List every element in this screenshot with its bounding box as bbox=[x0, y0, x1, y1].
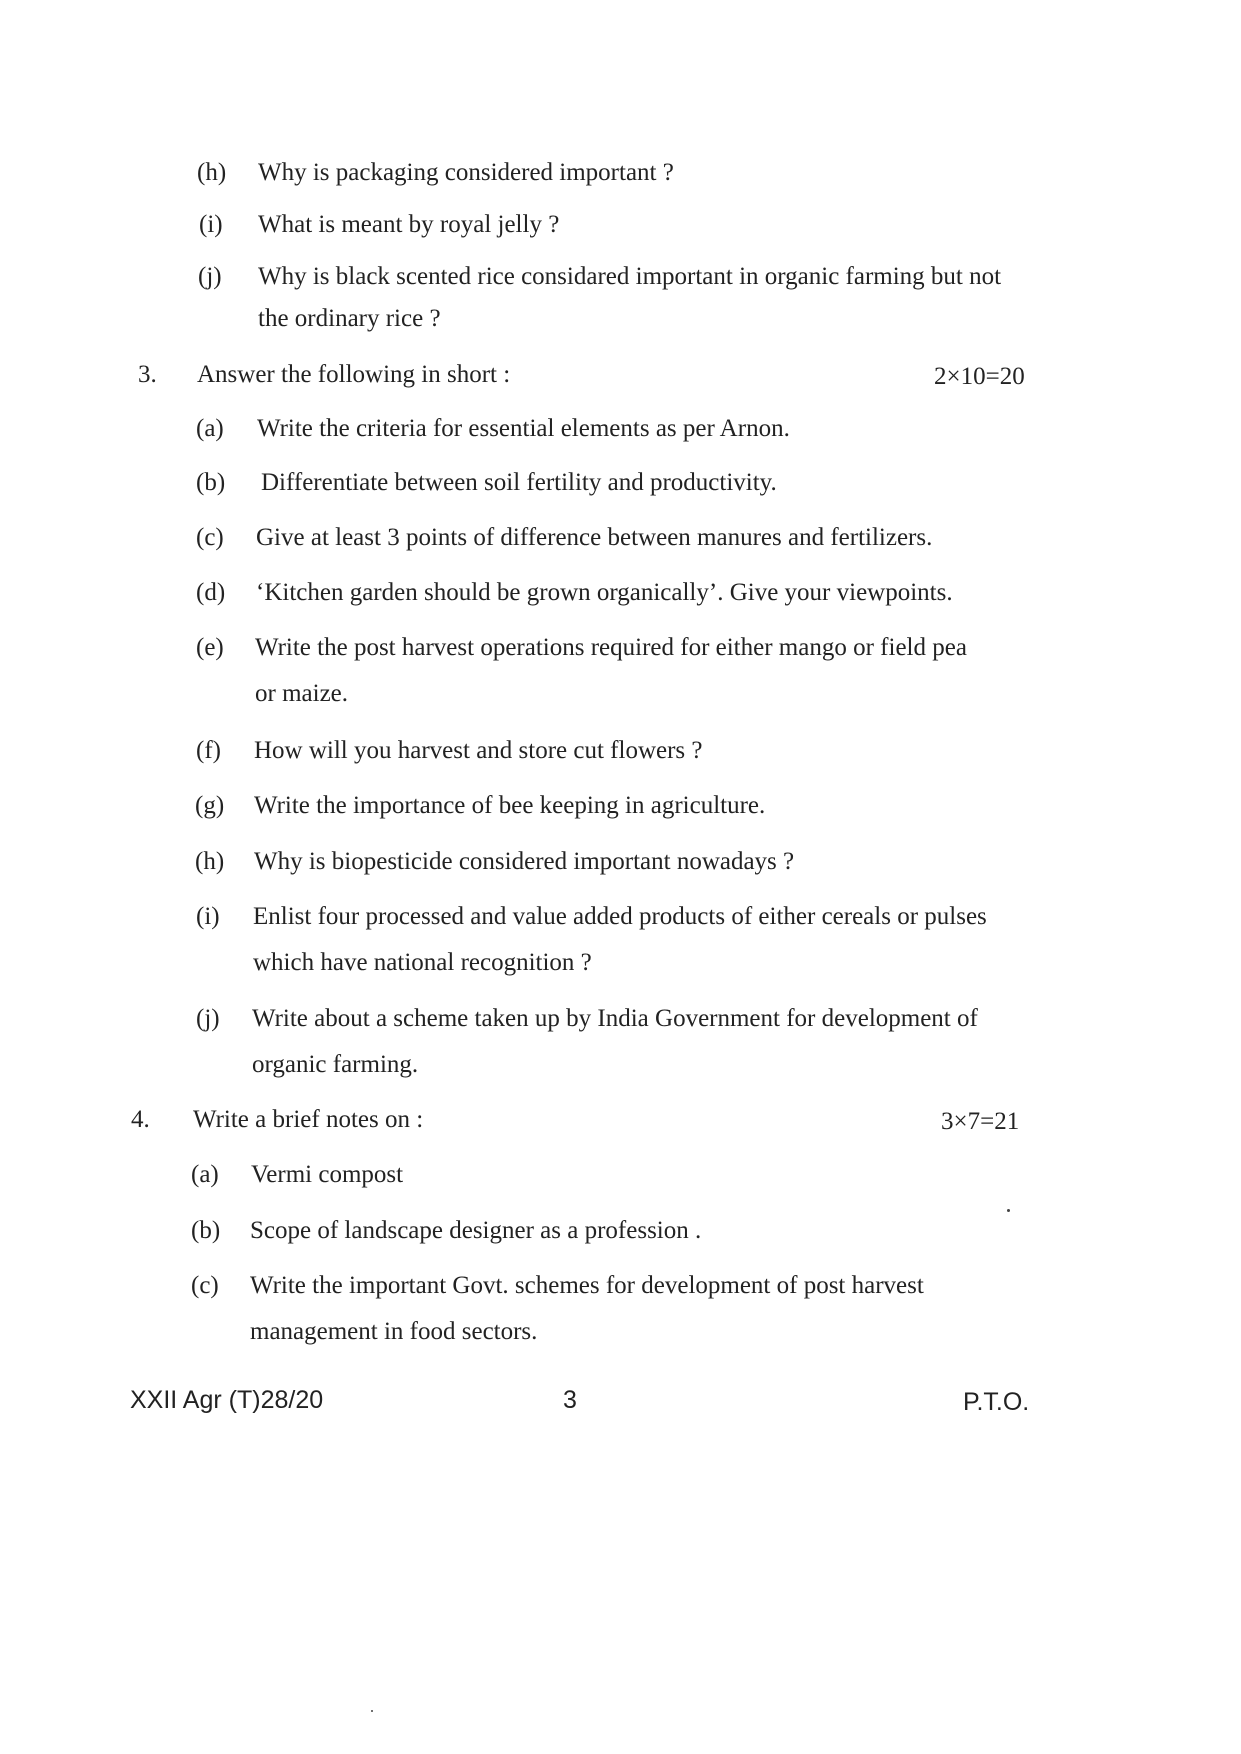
item-text: What is meant by royal jelly ? bbox=[258, 211, 560, 238]
item-text: Write the criteria for essential elements as per Arnon. bbox=[257, 415, 790, 442]
item-text: Enlist four processed and value added products of either cereals or pulses bbox=[253, 903, 987, 930]
item-text: Give at least 3 points of difference between manures and fertilizers. bbox=[256, 524, 933, 551]
item-text: Vermi compost bbox=[251, 1161, 404, 1188]
question-number: 3. bbox=[138, 361, 157, 388]
item-label: (c) bbox=[196, 524, 224, 551]
item-text: Write about a scheme taken up by India Government for development of bbox=[252, 1005, 978, 1032]
item-text: organic farming. bbox=[252, 1051, 419, 1078]
item-label: (b) bbox=[191, 1217, 221, 1244]
item-label: (d) bbox=[196, 579, 226, 606]
item-label: (a) bbox=[196, 415, 224, 442]
scan-speck bbox=[371, 1710, 373, 1712]
item-label: (f) bbox=[196, 737, 221, 764]
item-text: Why is biopesticide considered important nowadays ? bbox=[254, 848, 795, 875]
item-text: How will you harvest and store cut flowers ? bbox=[254, 737, 703, 764]
question-title: Write a brief notes on : bbox=[193, 1106, 424, 1133]
item-label: (h) bbox=[197, 159, 227, 186]
item-text: Why is black scented rice considared important in organic farming but not bbox=[258, 263, 1002, 290]
page-number: 3 bbox=[563, 1386, 577, 1414]
item-text: or maize. bbox=[255, 680, 349, 707]
question-marks: 3×7=21 bbox=[941, 1108, 1020, 1135]
item-label: (g) bbox=[195, 792, 225, 819]
item-label: (e) bbox=[196, 634, 224, 661]
item-text: Write the post harvest operations required for either mango or field pea bbox=[255, 634, 967, 661]
item-label: (j) bbox=[196, 1005, 220, 1032]
item-label: (i) bbox=[199, 211, 223, 238]
paper-code: XXII Agr (T)28/20 bbox=[130, 1386, 324, 1414]
item-text: management in food sectors. bbox=[250, 1318, 538, 1345]
item-text: the ordinary rice ? bbox=[258, 305, 441, 332]
question-title: Answer the following in short : bbox=[197, 361, 511, 388]
item-label: (c) bbox=[191, 1272, 219, 1299]
question-marks: 2×10=20 bbox=[934, 363, 1025, 390]
item-label: (a) bbox=[191, 1161, 219, 1188]
please-turn-over: P.T.O. bbox=[963, 1388, 1030, 1416]
item-label: (j) bbox=[198, 263, 222, 290]
item-text: which have national recognition ? bbox=[253, 949, 592, 976]
question-number: 4. bbox=[131, 1106, 150, 1133]
item-label: (i) bbox=[196, 903, 220, 930]
item-text: Write the importance of bee keeping in agriculture. bbox=[254, 792, 766, 819]
item-text: Differentiate between soil fertility and productivity. bbox=[261, 469, 777, 496]
item-text: Why is packaging considered important ? bbox=[258, 159, 674, 186]
scan-speck bbox=[1007, 1209, 1010, 1212]
item-label: (b) bbox=[196, 469, 226, 496]
item-text: Write the important Govt. schemes for development of post harvest bbox=[250, 1272, 924, 1299]
item-text: ‘Kitchen garden should be grown organically’. Give your viewpoints. bbox=[256, 579, 953, 606]
item-label: (h) bbox=[195, 848, 225, 875]
item-text: Scope of landscape designer as a profession . bbox=[250, 1217, 702, 1244]
